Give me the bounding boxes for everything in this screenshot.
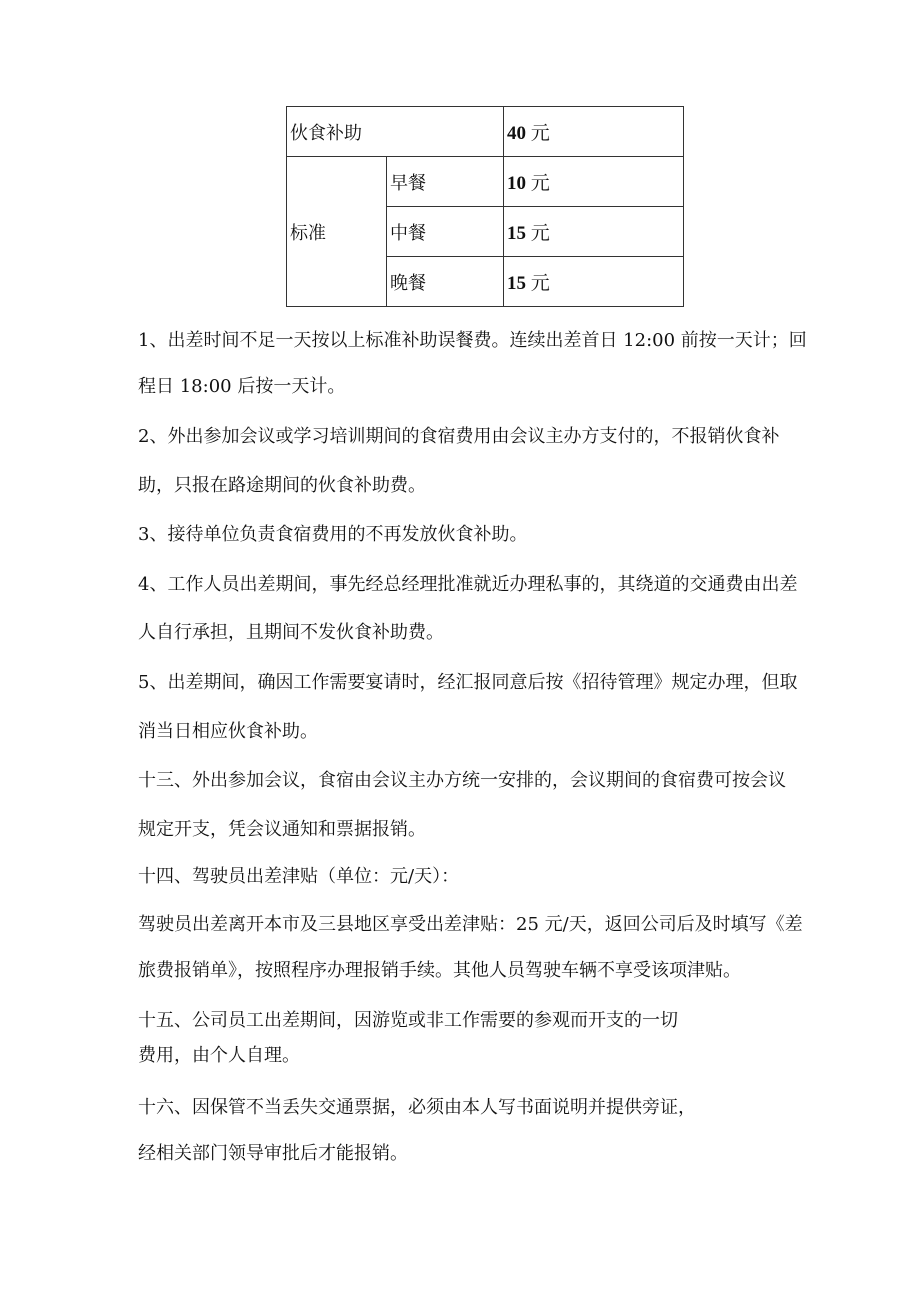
meal-name-cell bbox=[387, 157, 504, 207]
rule-2-line-1: 2、外出参加会议或学习培训期间的食宿费用由会议主办方支付的，不报销伙食补 bbox=[138, 426, 780, 447]
rule-5-line-2: 消当日相应伙食补助。 bbox=[138, 721, 318, 742]
table-row bbox=[287, 157, 684, 207]
section-15-line-2: 费用，由个人自理。 bbox=[138, 1045, 300, 1066]
meal-allowance-table bbox=[286, 106, 684, 307]
meal-amount: 15 bbox=[507, 273, 526, 294]
table-row bbox=[287, 107, 684, 157]
standard-label-cell bbox=[287, 157, 387, 307]
section-14-heading: 十四、驾驶员出差津贴（单位：元/天）： bbox=[138, 866, 460, 887]
rule-1-line-1: 1、出差时间不足一天按以上标准补助误餐费。连续出差首日 12:00 前按一天计；回 bbox=[138, 330, 807, 351]
rule-2-line-2: 助，只报在路途期间的伙食补助费。 bbox=[138, 475, 426, 496]
allowance-unit: 元 bbox=[530, 123, 550, 144]
meal-amount-cell bbox=[504, 207, 684, 257]
standard-label: 标准 bbox=[290, 222, 326, 244]
rule-4-line-1: 4、工作人员出差期间，事先经总经理批准就近办理私事的，其绕道的交通费由出差 bbox=[138, 574, 798, 595]
meal-amount: 10 bbox=[507, 173, 526, 194]
rule-4-line-2: 人自行承担，且期间不发伙食补助费。 bbox=[138, 622, 444, 643]
meal-unit: 元 bbox=[530, 273, 550, 294]
section-16-line-1: 十六、因保管不当丢失交通票据，必须由本人写书面说明并提供旁证， bbox=[138, 1097, 696, 1118]
meal-amount: 15 bbox=[507, 223, 526, 244]
rule-5-line-1: 5、出差期间，确因工作需要宴请时，经汇报同意后按《招待管理》规定办理，但取 bbox=[138, 672, 798, 693]
meal-unit: 元 bbox=[530, 173, 550, 194]
section-15-line-1: 十五、公司员工出差期间，因游览或非工作需要的参观而开支的一切 bbox=[138, 1010, 678, 1031]
meal-name-cell bbox=[387, 257, 504, 307]
meal-name: 晚餐 bbox=[390, 272, 426, 294]
meal-amount-cell bbox=[504, 257, 684, 307]
section-16-line-2: 经相关部门领导审批后才能报销。 bbox=[138, 1143, 408, 1164]
allowance-label: 伙食补助 bbox=[290, 122, 362, 144]
section-14-line-1: 驾驶员出差离开本市及三县地区享受出差津贴：25 元/天，返回公司后及时填写《差 bbox=[138, 914, 803, 935]
rule-1-line-2: 程日 18:00 后按一天计。 bbox=[138, 376, 346, 397]
meal-unit: 元 bbox=[530, 223, 550, 244]
section-13-line-2: 规定开支，凭会议通知和票据报销。 bbox=[138, 819, 426, 840]
rule-3: 3、接待单位负责食宿费用的不再发放伙食补助。 bbox=[138, 524, 528, 545]
allowance-label-cell bbox=[287, 107, 504, 157]
allowance-amount: 40 bbox=[507, 123, 526, 144]
meal-name-cell bbox=[387, 207, 504, 257]
allowance-amount-cell bbox=[504, 107, 684, 157]
meal-name: 早餐 bbox=[390, 172, 426, 194]
meal-amount-cell bbox=[504, 157, 684, 207]
section-14-line-2: 旅费报销单》，按照程序办理报销手续。其他人员驾驶车辆不享受该项津贴。 bbox=[138, 960, 741, 981]
meal-name: 中餐 bbox=[390, 222, 426, 244]
section-13-line-1: 十三、外出参加会议，食宿由会议主办方统一安排的，会议期间的食宿费可按会议 bbox=[138, 770, 786, 791]
